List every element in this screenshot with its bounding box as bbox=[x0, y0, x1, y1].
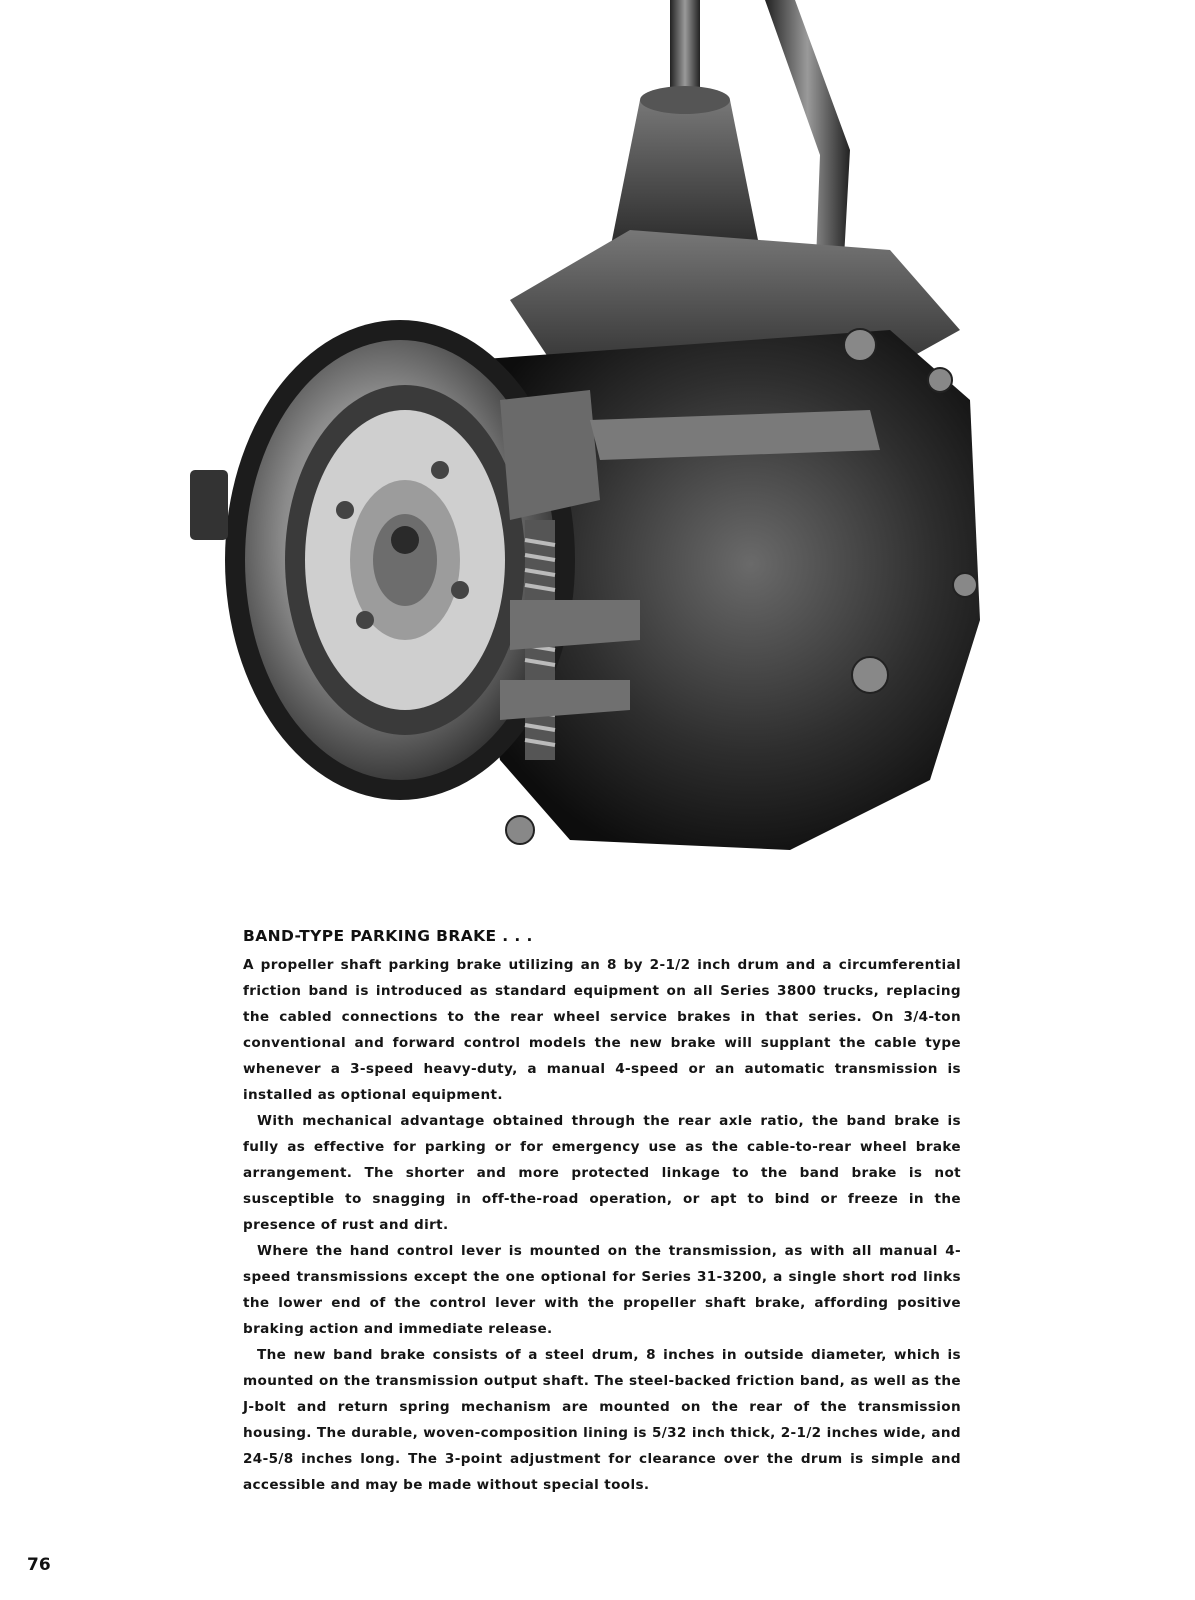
article-heading: BAND-TYPE PARKING BRAKE . . . bbox=[243, 927, 533, 945]
transmission-brake-photo bbox=[170, 0, 1000, 890]
article-paragraph: Where the hand control lever is mounted on the transmission, as with all manual 4-speed transmissions except the one optional for Series 31-3200, a single short rod links the lower end of the control lever with the propeller shaft brake, affording positive braking action and immediate release. bbox=[243, 1243, 961, 1337]
article bbox=[243, 925, 961, 1498]
article-paragraph: The new band brake consists of a steel drum, 8 inches in outside diameter, which is mounted on the transmission output shaft. The steel-backed friction band, as well as the J-bolt and return spring mechanism are mounted on the rear of the transmission housing. The durable, woven-composition lining is 5/32 inch thick, 2-1/2 inches wide, and 24-5/8 inches long. The 3-point adjustment for clearance over the drum is simple and accessible and may be made without special tools. bbox=[243, 1347, 961, 1493]
page-number: 76 bbox=[27, 1555, 51, 1575]
article-paragraph: With mechanical advantage obtained through the rear axle ratio, the band brake is fully as effective for parking or for emergency use as the cable-to-rear wheel brake arrangement. The shorter and more protected linkage to the band brake is not susceptible to snagging in off-the-road operation, or apt to bind or freeze in the presence of rust and dirt. bbox=[243, 1113, 961, 1233]
article-paragraph: A propeller shaft parking brake utilizing an 8 by 2-1/2 inch drum and a circumferential friction band is introduced as standard equipment on all Series 3800 trucks, replacing the cabled connections to the rear wheel service brakes in that series. On 3/4-ton conventional and forward control models the new brake will supplant the cable type whenever a 3-speed heavy-duty, a manual 4-speed or an automatic transmission is installed as optional equipment. bbox=[243, 957, 961, 1103]
